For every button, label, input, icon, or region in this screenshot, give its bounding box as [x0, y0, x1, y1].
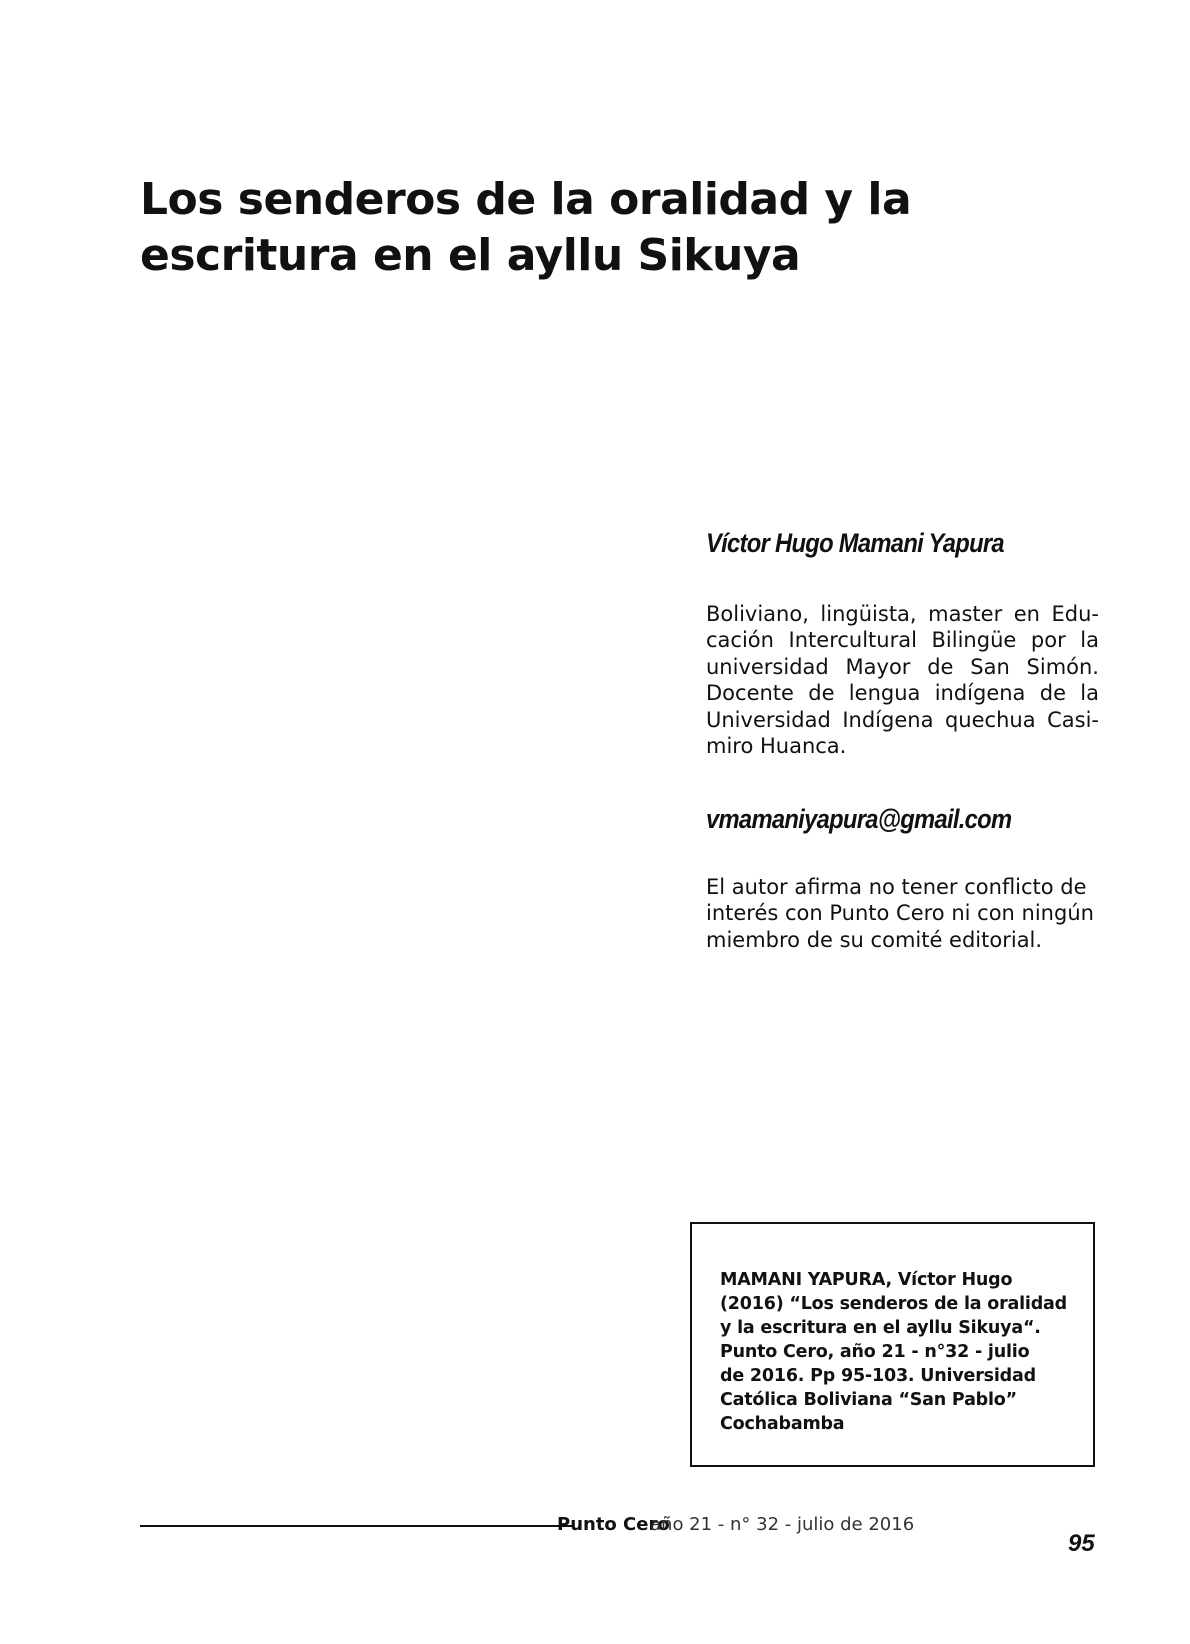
- bio-line: Docente de lengua indígena de la: [706, 681, 1099, 706]
- citation-line: (2016) “Los senderos de la oralidad: [720, 1294, 1067, 1314]
- bio-line: miro Huanca.: [706, 734, 847, 759]
- author-name: Víctor Hugo Mamani Yapura: [706, 528, 1004, 558]
- citation-line: Punto Cero, año 21 - n°32 - julio: [720, 1342, 1030, 1362]
- bio-line: Boliviano, lingüista, master en Edu-: [706, 602, 1099, 626]
- conflict-line: El autor afirma no tener conflicto de: [706, 875, 1087, 899]
- citation-line: de 2016. Pp 95-103. Universidad: [720, 1366, 1036, 1386]
- article-title: [140, 172, 1000, 284]
- footer-issue-info: año 21 - n° 32 - julio de 2016: [650, 1514, 915, 1535]
- footer-journal-name: Punto Cero: [557, 1514, 670, 1535]
- page-number: 95: [1068, 1530, 1095, 1557]
- citation-text: [720, 1268, 1080, 1436]
- citation-line: y la escritura en el ayllu Sikuya“.: [720, 1318, 1041, 1338]
- bio-line: universidad Mayor de San Simón.: [706, 654, 1099, 679]
- citation-line: MAMANI YAPURA, Víctor Hugo: [720, 1270, 1013, 1290]
- footer-rule: [140, 1525, 572, 1527]
- title-line: Los senderos de la oralidad y la: [140, 174, 912, 225]
- author-bio: [706, 601, 1099, 759]
- title-line: escritura en el ayllu Sikuya: [140, 230, 801, 281]
- author-email[interactable]: vmamaniyapura@gmail.com: [706, 804, 1012, 834]
- citation-box: [690, 1222, 1095, 1467]
- citation-line: Cochabamba: [720, 1414, 845, 1434]
- citation-line: Católica Boliviana “San Pablo”: [720, 1390, 1017, 1410]
- conflict-line: interés con Punto Cero ni con ningún: [706, 901, 1094, 926]
- conflict-statement: [706, 874, 1099, 953]
- bio-line: cación Intercultural Bilingüe por la: [706, 628, 1099, 653]
- bio-line: Universidad Indígena quechua Casi-: [706, 707, 1099, 732]
- conflict-line: miembro de su comité editorial.: [706, 927, 1043, 952]
